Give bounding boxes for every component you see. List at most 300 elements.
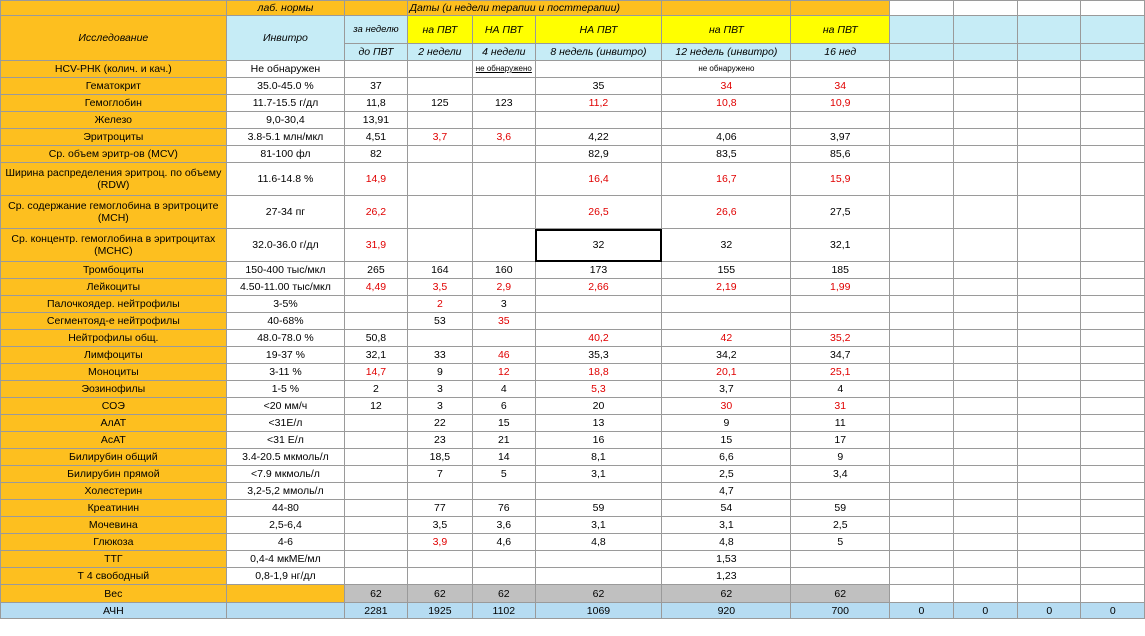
empty-cell[interactable] [1081,262,1145,279]
value-cell[interactable] [407,78,473,95]
value-cell[interactable]: 32,1 [345,347,407,364]
empty-cell[interactable] [890,466,953,483]
norm-cell[interactable]: <7.9 мкмоль/л [226,466,345,483]
empty-cell[interactable] [1081,500,1145,517]
norm-cell[interactable]: <31Е/л [226,415,345,432]
value-cell[interactable]: 59 [791,500,890,517]
value-cell[interactable] [473,146,535,163]
value-cell[interactable]: 4,22 [535,129,662,146]
empty-cell[interactable] [953,500,1017,517]
value-cell[interactable] [473,330,535,347]
value-cell[interactable]: 2 [407,296,473,313]
empty-cell[interactable] [953,483,1017,500]
empty-cell[interactable] [953,279,1017,296]
empty-cell[interactable] [953,449,1017,466]
value-cell[interactable]: 20,1 [662,364,791,381]
row-label[interactable]: Моноциты [1,364,227,381]
weight-cell[interactable]: 62 [791,585,890,603]
value-cell[interactable]: 26,5 [535,196,662,229]
norm-cell[interactable]: 9,0-30,4 [226,112,345,129]
empty-cell[interactable] [890,398,953,415]
value-cell[interactable]: 11,2 [535,95,662,112]
value-cell[interactable]: 46 [473,347,535,364]
value-cell[interactable] [535,483,662,500]
value-cell[interactable]: 31 [791,398,890,415]
empty-cell[interactable] [953,534,1017,551]
empty-cell[interactable] [1018,330,1081,347]
empty-cell[interactable] [1018,1,1081,16]
value-cell[interactable]: 9 [662,415,791,432]
value-cell[interactable]: 173 [535,262,662,279]
value-cell[interactable]: 4,8 [662,534,791,551]
value-cell[interactable]: 3,6 [473,129,535,146]
value-cell[interactable]: не обнаружено [473,61,535,78]
achn-cell[interactable]: 920 [662,603,791,619]
value-cell[interactable] [345,568,407,585]
empty-cell[interactable] [953,146,1017,163]
value-cell[interactable]: 2,66 [535,279,662,296]
empty-cell[interactable] [953,296,1017,313]
empty-cell[interactable] [1018,112,1081,129]
value-cell[interactable]: 4,51 [345,129,407,146]
empty-cell[interactable] [890,1,953,16]
value-cell[interactable]: 4,6 [473,534,535,551]
value-cell[interactable]: 83,5 [662,146,791,163]
norm-cell[interactable]: 3-11 % [226,364,345,381]
col-header-top[interactable]: НА ПВТ [535,16,662,44]
value-cell[interactable] [345,61,407,78]
empty-cell[interactable] [953,95,1017,112]
value-cell[interactable] [791,568,890,585]
empty-cell[interactable] [953,61,1017,78]
value-cell[interactable]: 164 [407,262,473,279]
value-cell[interactable]: 8,1 [535,449,662,466]
value-cell[interactable]: 2 [345,381,407,398]
value-cell[interactable]: 2,5 [791,517,890,534]
study-header[interactable]: Исследование [1,16,227,61]
row-label[interactable]: Креатинин [1,500,227,517]
row-label[interactable]: Эозинофилы [1,381,227,398]
value-cell[interactable] [407,551,473,568]
row-label[interactable]: Лейкоциты [1,279,227,296]
empty-cell[interactable] [1018,347,1081,364]
value-cell[interactable]: 12 [473,364,535,381]
value-cell[interactable]: 37 [345,78,407,95]
col-header-bottom[interactable]: 2 недели [407,44,473,61]
value-cell[interactable] [345,534,407,551]
empty-cell[interactable] [953,16,1017,44]
value-cell[interactable]: 1,53 [662,551,791,568]
value-cell[interactable]: 34,2 [662,347,791,364]
value-cell[interactable] [407,196,473,229]
header-cell[interactable] [662,1,791,16]
empty-cell[interactable] [890,415,953,432]
header-corner[interactable] [1,1,227,16]
empty-cell[interactable] [890,112,953,129]
value-cell[interactable]: 53 [407,313,473,330]
empty-cell[interactable] [1018,517,1081,534]
value-cell[interactable] [407,146,473,163]
value-cell[interactable]: 5 [791,534,890,551]
row-label[interactable]: АлАТ [1,415,227,432]
value-cell[interactable] [407,112,473,129]
empty-cell[interactable] [890,44,953,61]
empty-cell[interactable] [953,313,1017,330]
row-label[interactable]: Ср. объем эритр-ов (MCV) [1,146,227,163]
empty-cell[interactable] [1018,146,1081,163]
norm-cell[interactable]: <20 мм/ч [226,398,345,415]
norm-cell[interactable]: 3.4-20.5 мкмоль/л [226,449,345,466]
value-cell[interactable]: 4 [791,381,890,398]
value-cell[interactable] [473,78,535,95]
value-cell[interactable]: 35,3 [535,347,662,364]
value-cell[interactable]: 6 [473,398,535,415]
row-label[interactable]: Мочевина [1,517,227,534]
value-cell[interactable]: 32 [662,229,791,262]
value-cell[interactable]: 3 [407,398,473,415]
empty-cell[interactable] [1081,551,1145,568]
value-cell[interactable] [535,61,662,78]
value-cell[interactable]: 77 [407,500,473,517]
row-label[interactable]: СОЭ [1,398,227,415]
value-cell[interactable]: 4,06 [662,129,791,146]
empty-cell[interactable] [953,568,1017,585]
row-label[interactable]: Ср. содержание гемоглобина в эритроците (MCH) [1,196,227,229]
before-pvt-header[interactable]: до ПВТ [345,44,407,61]
empty-cell[interactable] [890,16,953,44]
value-cell[interactable] [662,112,791,129]
empty-cell[interactable] [1081,364,1145,381]
value-cell[interactable] [473,229,535,262]
norm-cell[interactable]: 4-6 [226,534,345,551]
norm-cell[interactable] [226,585,345,603]
value-cell[interactable] [791,483,890,500]
value-cell[interactable]: 3 [473,296,535,313]
norm-cell[interactable]: 150-400 тыс/мкл [226,262,345,279]
week-before-header[interactable]: за неделю [345,16,407,44]
empty-cell[interactable] [953,44,1017,61]
value-cell[interactable]: 3,6 [473,517,535,534]
empty-cell[interactable] [890,432,953,449]
value-cell[interactable]: 32,1 [791,229,890,262]
value-cell[interactable] [345,449,407,466]
value-cell[interactable] [407,483,473,500]
empty-cell[interactable] [1018,163,1081,196]
empty-cell[interactable] [953,262,1017,279]
value-cell[interactable] [473,163,535,196]
value-cell[interactable]: 2,9 [473,279,535,296]
empty-cell[interactable] [953,229,1017,262]
norm-cell[interactable] [226,603,345,619]
norm-cell[interactable]: 81-100 фл [226,146,345,163]
value-cell[interactable] [535,313,662,330]
value-cell[interactable]: 2,5 [662,466,791,483]
norm-cell[interactable]: 44-80 [226,500,345,517]
norm-cell[interactable]: 19-37 % [226,347,345,364]
value-cell[interactable]: 5 [473,466,535,483]
empty-cell[interactable] [890,229,953,262]
value-cell[interactable] [407,330,473,347]
empty-cell[interactable] [890,551,953,568]
value-cell[interactable] [791,313,890,330]
value-cell[interactable]: 20 [535,398,662,415]
empty-cell[interactable] [890,296,953,313]
empty-cell[interactable] [890,196,953,229]
col-header-top[interactable]: на ПВТ [407,16,473,44]
value-cell[interactable]: 4 [473,381,535,398]
value-cell[interactable]: 76 [473,500,535,517]
value-cell[interactable] [791,296,890,313]
empty-cell[interactable] [1081,466,1145,483]
value-cell[interactable]: 15 [473,415,535,432]
empty-cell[interactable] [953,1,1017,16]
row-label[interactable]: ТТГ [1,551,227,568]
empty-cell[interactable] [1081,432,1145,449]
empty-cell[interactable] [890,262,953,279]
value-cell[interactable]: 40,2 [535,330,662,347]
value-cell[interactable] [473,551,535,568]
row-label[interactable]: Холестерин [1,483,227,500]
norm-cell[interactable]: 40-68% [226,313,345,330]
achn-extra-cell[interactable]: 0 [1081,603,1145,619]
value-cell[interactable]: 3,1 [535,517,662,534]
norm-cell[interactable]: 1-5 % [226,381,345,398]
value-cell[interactable]: 35 [473,313,535,330]
empty-cell[interactable] [1081,163,1145,196]
empty-cell[interactable] [1018,432,1081,449]
value-cell[interactable] [345,517,407,534]
empty-cell[interactable] [1018,534,1081,551]
norm-cell[interactable]: 32.0-36.0 г/дл [226,229,345,262]
empty-cell[interactable] [1081,415,1145,432]
col-header-bottom[interactable]: 16 нед [791,44,890,61]
empty-cell[interactable] [1018,568,1081,585]
empty-cell[interactable] [1081,449,1145,466]
value-cell[interactable]: 82,9 [535,146,662,163]
value-cell[interactable] [345,296,407,313]
empty-cell[interactable] [1018,196,1081,229]
empty-cell[interactable] [1018,78,1081,95]
row-label[interactable]: Билирубин прямой [1,466,227,483]
empty-cell[interactable] [953,551,1017,568]
empty-cell[interactable] [1081,95,1145,112]
empty-cell[interactable] [953,466,1017,483]
empty-cell[interactable] [1081,534,1145,551]
empty-cell[interactable] [1081,112,1145,129]
value-cell[interactable] [473,112,535,129]
empty-cell[interactable] [1018,500,1081,517]
empty-cell[interactable] [890,61,953,78]
col-header-bottom[interactable]: 12 недель (инвитро) [662,44,791,61]
row-label[interactable]: Палочкоядер. нейтрофилы [1,296,227,313]
norm-cell[interactable]: 0,8-1,9 нг/дл [226,568,345,585]
empty-cell[interactable] [1081,568,1145,585]
value-cell[interactable]: 16,7 [662,163,791,196]
empty-cell[interactable] [953,585,1017,603]
empty-cell[interactable] [890,364,953,381]
row-label[interactable]: Вес [1,585,227,603]
value-cell[interactable] [345,500,407,517]
value-cell[interactable]: 3,7 [662,381,791,398]
empty-cell[interactable] [1081,585,1145,603]
value-cell[interactable]: 34 [662,78,791,95]
value-cell[interactable]: 32 [535,229,662,262]
row-label[interactable]: Т 4 свободный [1,568,227,585]
weight-cell[interactable]: 62 [535,585,662,603]
value-cell[interactable]: 27,5 [791,196,890,229]
value-cell[interactable]: 3,97 [791,129,890,146]
value-cell[interactable]: 3,1 [662,517,791,534]
value-cell[interactable]: 3 [407,381,473,398]
empty-cell[interactable] [1018,279,1081,296]
weight-cell[interactable]: 62 [407,585,473,603]
value-cell[interactable] [407,61,473,78]
value-cell[interactable]: 11,8 [345,95,407,112]
value-cell[interactable]: 9 [407,364,473,381]
value-cell[interactable]: 14 [473,449,535,466]
empty-cell[interactable] [953,129,1017,146]
empty-cell[interactable] [890,568,953,585]
value-cell[interactable]: 12 [345,398,407,415]
value-cell[interactable]: 3,5 [407,279,473,296]
value-cell[interactable]: 25,1 [791,364,890,381]
empty-cell[interactable] [953,415,1017,432]
row-label[interactable]: Железо [1,112,227,129]
empty-cell[interactable] [1018,585,1081,603]
achn-extra-cell[interactable]: 0 [890,603,953,619]
header-cell[interactable] [791,1,890,16]
value-cell[interactable]: 265 [345,262,407,279]
row-label[interactable]: АсАТ [1,432,227,449]
row-label[interactable]: Гематокрит [1,78,227,95]
value-cell[interactable] [535,568,662,585]
value-cell[interactable]: 15 [662,432,791,449]
empty-cell[interactable] [890,78,953,95]
value-cell[interactable] [345,466,407,483]
value-cell[interactable] [535,296,662,313]
empty-cell[interactable] [1081,517,1145,534]
empty-cell[interactable] [953,398,1017,415]
achn-cell[interactable]: 1925 [407,603,473,619]
row-label[interactable]: Эритроциты [1,129,227,146]
weight-cell[interactable]: 62 [473,585,535,603]
norm-cell[interactable]: 4.50-11.00 тыс/мкл [226,279,345,296]
empty-cell[interactable] [953,196,1017,229]
empty-cell[interactable] [953,364,1017,381]
norm-cell[interactable]: Не обнаружен [226,61,345,78]
value-cell[interactable]: 3,7 [407,129,473,146]
value-cell[interactable]: 26,2 [345,196,407,229]
empty-cell[interactable] [953,163,1017,196]
row-label[interactable]: Лимфоциты [1,347,227,364]
value-cell[interactable]: 185 [791,262,890,279]
empty-cell[interactable] [1018,44,1081,61]
empty-cell[interactable] [890,95,953,112]
value-cell[interactable]: 15,9 [791,163,890,196]
value-cell[interactable]: 16 [535,432,662,449]
empty-cell[interactable] [1081,44,1145,61]
value-cell[interactable]: 23 [407,432,473,449]
achn-extra-cell[interactable]: 0 [1018,603,1081,619]
value-cell[interactable]: 3,1 [535,466,662,483]
col-header-top[interactable]: НА ПВТ [473,16,535,44]
value-cell[interactable]: 17 [791,432,890,449]
weight-cell[interactable]: 62 [345,585,407,603]
empty-cell[interactable] [1018,313,1081,330]
norm-cell[interactable]: 3,2-5,2 ммоль/л [226,483,345,500]
value-cell[interactable]: 18,8 [535,364,662,381]
achn-cell[interactable]: 1069 [535,603,662,619]
value-cell[interactable]: 22 [407,415,473,432]
empty-cell[interactable] [1081,61,1145,78]
value-cell[interactable]: 3,4 [791,466,890,483]
achn-extra-cell[interactable]: 0 [953,603,1017,619]
empty-cell[interactable] [1081,1,1145,16]
empty-cell[interactable] [1081,398,1145,415]
value-cell[interactable] [535,551,662,568]
value-cell[interactable]: 18,5 [407,449,473,466]
empty-cell[interactable] [1018,296,1081,313]
value-cell[interactable]: 42 [662,330,791,347]
value-cell[interactable]: 35,2 [791,330,890,347]
empty-cell[interactable] [1018,229,1081,262]
empty-cell[interactable] [890,279,953,296]
row-label[interactable]: Ширина распределения эритроц. по объему (RDW) [1,163,227,196]
norm-cell[interactable]: 3.8-5.1 млн/мкл [226,129,345,146]
empty-cell[interactable] [890,381,953,398]
value-cell[interactable]: 31,9 [345,229,407,262]
value-cell[interactable] [662,313,791,330]
empty-cell[interactable] [1081,279,1145,296]
norm-cell[interactable]: 3-5% [226,296,345,313]
value-cell[interactable]: 14,7 [345,364,407,381]
empty-cell[interactable] [890,330,953,347]
lab-norms-header[interactable]: лаб. нормы [226,1,345,16]
value-cell[interactable]: 26,6 [662,196,791,229]
empty-cell[interactable] [1018,449,1081,466]
row-label[interactable]: Глюкоза [1,534,227,551]
value-cell[interactable]: 10,8 [662,95,791,112]
empty-cell[interactable] [890,534,953,551]
value-cell[interactable] [473,196,535,229]
empty-cell[interactable] [890,517,953,534]
row-label[interactable]: Билирубин общий [1,449,227,466]
value-cell[interactable] [473,483,535,500]
value-cell[interactable]: 4,49 [345,279,407,296]
row-label[interactable]: HCV-РНК (колич. и кач.) [1,61,227,78]
value-cell[interactable]: 6,6 [662,449,791,466]
value-cell[interactable] [791,61,890,78]
empty-cell[interactable] [953,347,1017,364]
empty-cell[interactable] [1018,364,1081,381]
row-label[interactable]: Ср. концентр. гемоглобина в эритроцитах (MCHC) [1,229,227,262]
value-cell[interactable]: 85,6 [791,146,890,163]
weight-cell[interactable]: 62 [662,585,791,603]
empty-cell[interactable] [1081,296,1145,313]
value-cell[interactable] [345,551,407,568]
empty-cell[interactable] [1081,229,1145,262]
value-cell[interactable]: 16,4 [535,163,662,196]
value-cell[interactable]: 155 [662,262,791,279]
achn-cell[interactable]: 2281 [345,603,407,619]
norm-cell[interactable]: 27-34 пг [226,196,345,229]
value-cell[interactable]: 3,5 [407,517,473,534]
invitro-header[interactable]: Инвитро [226,16,345,61]
value-cell[interactable]: 82 [345,146,407,163]
empty-cell[interactable] [890,483,953,500]
norm-cell[interactable]: 35.0-45.0 % [226,78,345,95]
empty-cell[interactable] [1081,146,1145,163]
